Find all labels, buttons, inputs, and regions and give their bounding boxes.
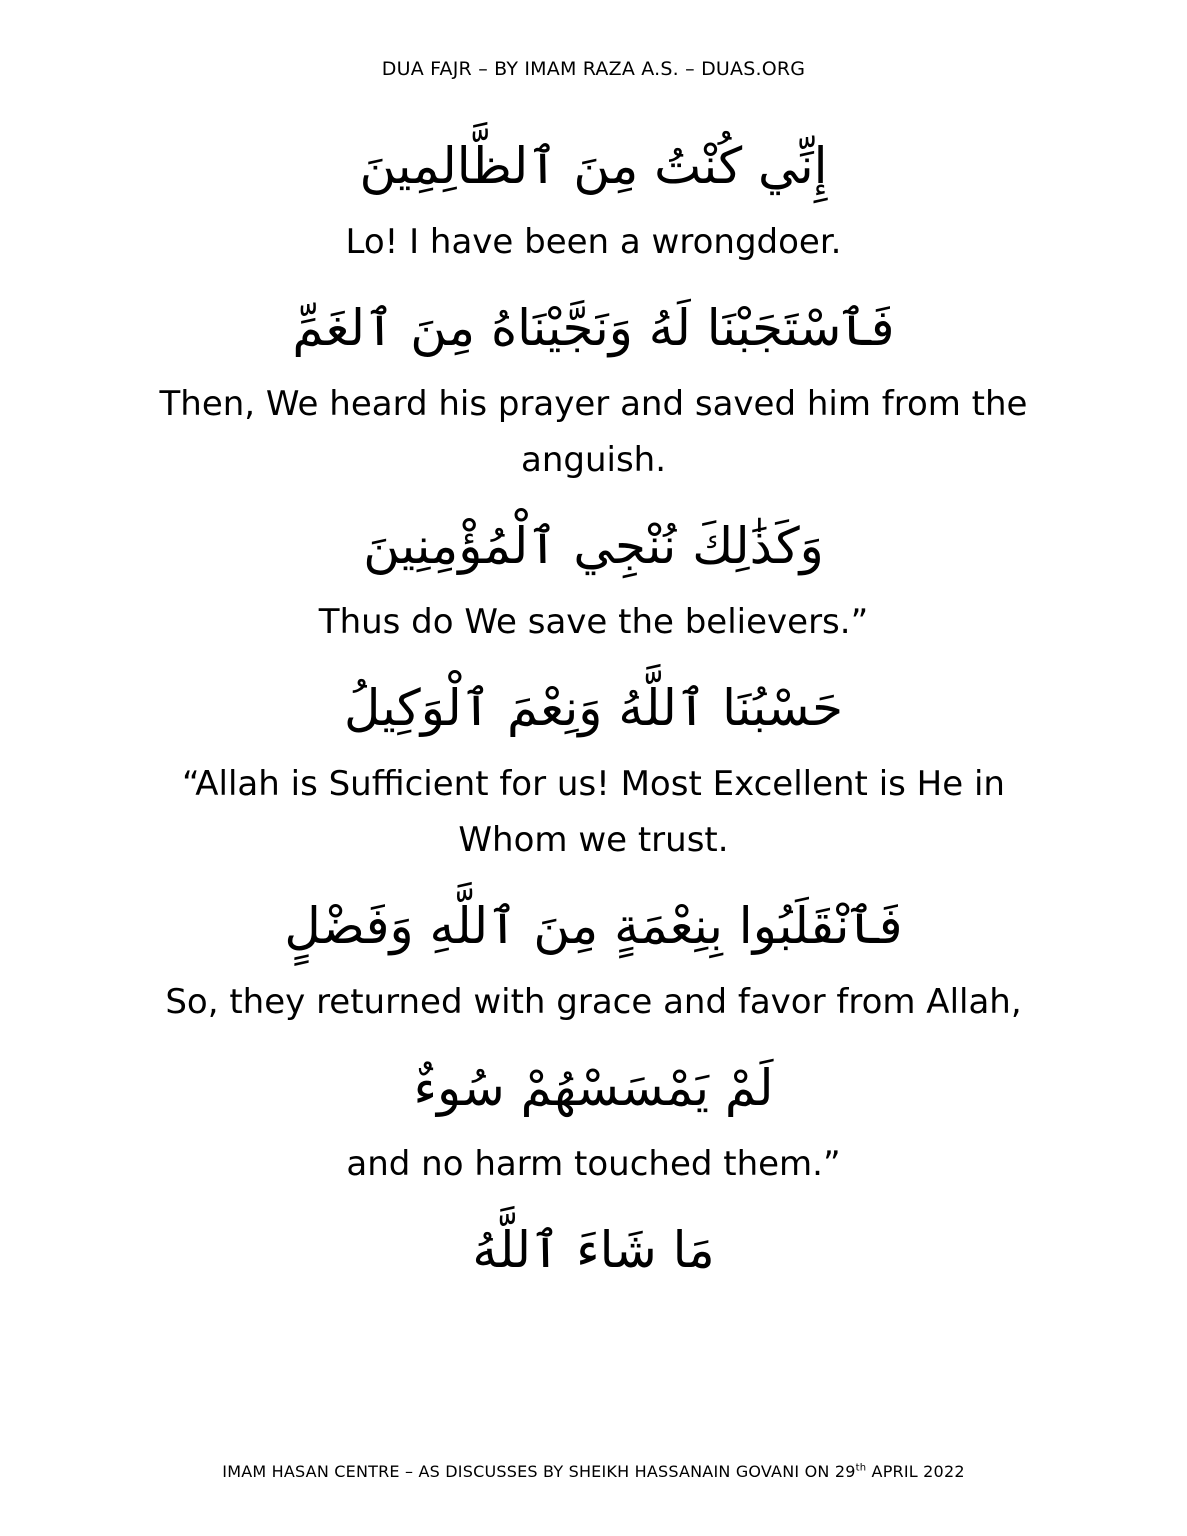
arabic-verse: لَمْ يَمْسَسْهُمْ سُوءٌ <box>413 1059 774 1117</box>
arabic-verse: إِنِّي كُنْتُ مِنَ ٱلظَّالِمِينَ <box>359 137 828 195</box>
verses-container <box>0 118 1187 1308</box>
arabic-verse: مَا شَاءَ ٱللَّهُ <box>472 1221 715 1279</box>
verse-block <box>0 660 1187 868</box>
verse-block <box>0 280 1187 488</box>
page-footer <box>0 1462 1187 1481</box>
verse-block <box>0 498 1187 650</box>
arabic-verse: حَسْبُنَا ٱللَّهُ وَنِعْمَ ٱلْوَكِيلُ <box>343 679 844 737</box>
english-translation: So, they returned with grace and favor from Allah, <box>165 982 1022 1022</box>
english-translation: Lo! I have been a wrongdoer. <box>345 222 842 262</box>
verse-block <box>0 1202 1187 1298</box>
footer-text: IMAM HASAN CENTRE – AS DISCUSSES BY SHEIKH HASSANAIN GOVANI ON 29 <box>222 1462 856 1481</box>
english-translation: “Allah is Sufficient for us! Most Excellent is He in Whom we trust. <box>182 764 1005 860</box>
arabic-verse: فَٱنْقَلَبُوا بِنِعْمَةٍ مِنَ ٱللَّهِ وَفَضْلٍ <box>284 897 903 955</box>
english-translation: Then, We heard his prayer and saved him from the anguish. <box>159 384 1028 480</box>
footer-superscript: th <box>855 1462 867 1474</box>
footer-date-text: APRIL 2022 <box>866 1462 965 1481</box>
verse-block <box>0 1040 1187 1192</box>
verse-block <box>0 878 1187 1030</box>
verse-block <box>0 118 1187 270</box>
english-translation: and no harm touched them.” <box>346 1144 841 1184</box>
page-header: DUA FAJR – BY IMAM RAZA A.S. – DUAS.ORG <box>381 58 806 80</box>
arabic-verse: وَكَذَٰلِكَ نُنْجِي ٱلْمُؤْمِنِينَ <box>363 517 824 575</box>
arabic-verse: فَٱسْتَجَبْنَا لَهُ وَنَجَّيْنَاهُ مِنَ ٱلغَمِّ <box>292 299 895 357</box>
english-translation: Thus do We save the believers.” <box>318 602 869 642</box>
